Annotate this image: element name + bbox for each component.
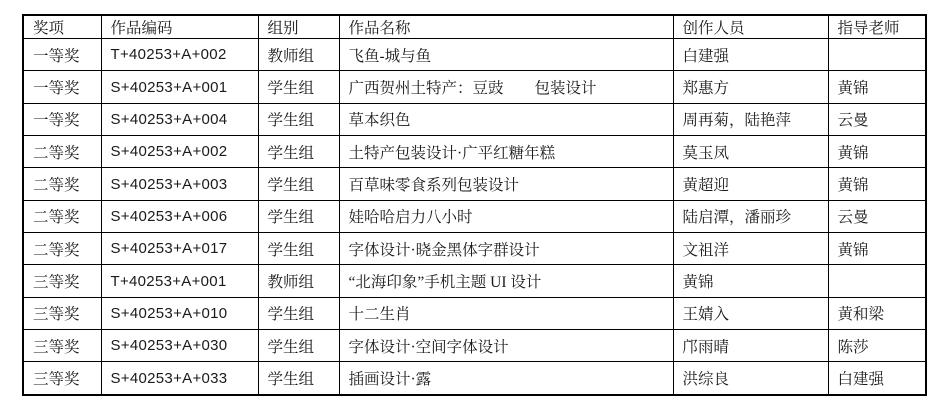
table-cell: S+40253+A+033	[101, 362, 258, 395]
table-cell: 百草味零食系列包装设计	[339, 168, 673, 200]
table-row	[23, 136, 926, 168]
table-cell: 黄超迎	[673, 168, 828, 200]
column-header: 组别	[258, 15, 339, 39]
column-header: 指导老师	[828, 15, 926, 39]
table-cell: 云曼	[828, 103, 926, 135]
table-cell: 教师组	[258, 39, 339, 71]
table-cell: 字体设计·晓金黑体字群设计	[339, 233, 673, 265]
table-cell: 草本织色	[339, 103, 673, 135]
table-cell: S+40253+A+006	[101, 200, 258, 232]
table-cell: 字体设计·空间字体设计	[339, 330, 673, 362]
table-cell: 邝雨晴	[673, 330, 828, 362]
table-cell: 学生组	[258, 168, 339, 200]
table-row	[23, 265, 926, 297]
table-row	[23, 297, 926, 329]
table-cell: 文祖洋	[673, 233, 828, 265]
table-cell: 三等奖	[23, 330, 101, 362]
table-cell: 二等奖	[23, 168, 101, 200]
table-cell: 广西贺州土特产：豆豉 包装设计	[339, 71, 673, 103]
table-cell: S+40253+A+003	[101, 168, 258, 200]
table-cell: 学生组	[258, 330, 339, 362]
table-cell: S+40253+A+017	[101, 233, 258, 265]
table-cell: 飞鱼-城与鱼	[339, 39, 673, 71]
table-cell: 学生组	[258, 362, 339, 395]
table-cell: 白建强	[828, 362, 926, 395]
table-cell	[828, 265, 926, 297]
table-cell: 陈莎	[828, 330, 926, 362]
table-cell	[828, 39, 926, 71]
table-cell: 黄和梁	[828, 297, 926, 329]
table-cell: 黄锦	[828, 233, 926, 265]
table-row	[23, 103, 926, 135]
column-header: 作品名称	[339, 15, 673, 39]
column-header: 创作人员	[673, 15, 828, 39]
table-cell: 王婧入	[673, 297, 828, 329]
table-cell: 一等奖	[23, 39, 101, 71]
table-row	[23, 233, 926, 265]
table-cell: 学生组	[258, 297, 339, 329]
table-cell: 二等奖	[23, 233, 101, 265]
table-cell: S+40253+A+001	[101, 71, 258, 103]
table-cell: 郑惠方	[673, 71, 828, 103]
table-cell: 教师组	[258, 265, 339, 297]
awards-table	[22, 14, 927, 396]
table-row	[23, 71, 926, 103]
table-cell: 黄锦	[828, 136, 926, 168]
table-cell: 学生组	[258, 71, 339, 103]
column-header: 奖项	[23, 15, 101, 39]
table-row	[23, 330, 926, 362]
table-cell: 莫玉凤	[673, 136, 828, 168]
table-cell: 二等奖	[23, 136, 101, 168]
table-cell: T+40253+A+002	[101, 39, 258, 71]
table-cell: 学生组	[258, 136, 339, 168]
table-cell: 黄锦	[828, 71, 926, 103]
table-cell: S+40253+A+004	[101, 103, 258, 135]
table-cell: 三等奖	[23, 297, 101, 329]
table-cell: 黄锦	[673, 265, 828, 297]
table-cell: 学生组	[258, 200, 339, 232]
column-header: 作品编码	[101, 15, 258, 39]
table-header	[23, 15, 926, 39]
table-row	[23, 362, 926, 395]
table-body	[23, 39, 926, 396]
table-row	[23, 39, 926, 71]
table-cell: 二等奖	[23, 200, 101, 232]
table-cell: 洪综良	[673, 362, 828, 395]
table-cell: 陆启潭，潘丽珍	[673, 200, 828, 232]
table-cell: 三等奖	[23, 265, 101, 297]
table-cell: 黄锦	[828, 168, 926, 200]
table-cell: 云曼	[828, 200, 926, 232]
table-cell: 一等奖	[23, 103, 101, 135]
table-cell: S+40253+A+030	[101, 330, 258, 362]
table-cell: 学生组	[258, 103, 339, 135]
table-cell: 插画设计·露	[339, 362, 673, 395]
table-cell: 白建强	[673, 39, 828, 71]
table-cell: S+40253+A+002	[101, 136, 258, 168]
table-cell: 土特产包装设计·广平红糖年糕	[339, 136, 673, 168]
table-cell: 三等奖	[23, 362, 101, 395]
table-cell: 学生组	[258, 233, 339, 265]
table-row	[23, 168, 926, 200]
table-row	[23, 200, 926, 232]
table-cell: 一等奖	[23, 71, 101, 103]
table-cell: 周再菊，陆艳萍	[673, 103, 828, 135]
table-cell: 十二生肖	[339, 297, 673, 329]
table-cell: T+40253+A+001	[101, 265, 258, 297]
table-cell: “北海印象”手机主题 UI 设计	[339, 265, 673, 297]
table-cell: 娃哈哈启力八小时	[339, 200, 673, 232]
table-cell: S+40253+A+010	[101, 297, 258, 329]
header-row	[23, 15, 926, 39]
